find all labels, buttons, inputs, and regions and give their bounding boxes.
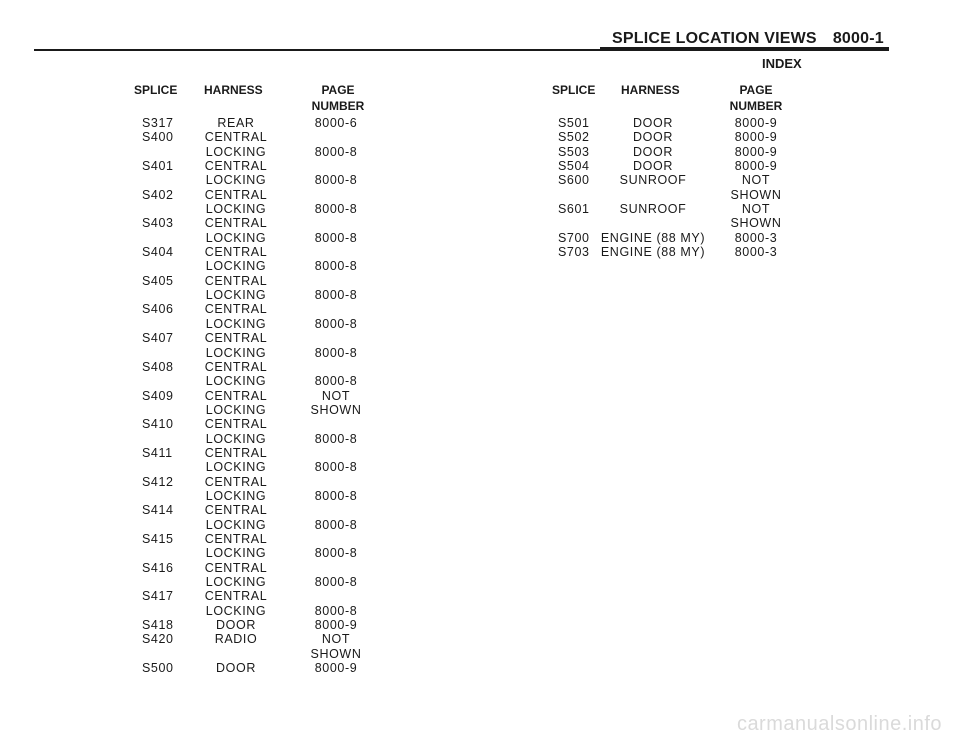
splice-cell: S417 (142, 589, 174, 604)
page-number-cell: 8000-8 (314, 144, 358, 159)
harness-cell: CENTRAL (204, 388, 268, 403)
splice-cell: S407 (142, 331, 174, 346)
harness-cell: CENTRAL (204, 560, 268, 575)
harness-cell: DOOR (633, 144, 673, 159)
left-page-header-line2: NUMBER (311, 99, 365, 113)
page-number-cell (300, 561, 372, 575)
page-number-cell: 8000-8 (314, 259, 358, 274)
page-number-cell: 8000-8 (314, 173, 358, 188)
page-number-cell: 8000-9 (734, 144, 778, 159)
harness-cell: LOCKING (205, 402, 267, 417)
splice-cell: S501 (558, 116, 590, 130)
harness-cell: LOCKING (205, 345, 267, 360)
page-number-cell (300, 274, 372, 288)
harness-cell: LOCKING (205, 173, 267, 188)
right-splice-header: SPLICE (552, 83, 596, 97)
page-number-cell: NOT (321, 632, 351, 647)
harness-cell: LOCKING (205, 374, 267, 389)
left-page-column (300, 116, 372, 675)
splice-cell: S700 (558, 230, 590, 245)
splice-cell: S405 (142, 273, 174, 288)
page-number-cell (300, 188, 372, 202)
page-number-cell: 8000-8 (314, 288, 358, 303)
page-number-cell: 8000-6 (314, 116, 358, 130)
right-page-header-line1: PAGE (739, 83, 773, 97)
page-number-cell: NOT (321, 388, 351, 403)
page-number-cell: 8000-8 (314, 603, 358, 618)
page-number-cell (300, 331, 372, 345)
harness-cell: CENTRAL (204, 331, 268, 346)
splice-cell: S415 (142, 531, 174, 546)
page-number-cell (300, 216, 372, 230)
page-number-cell: 8000-9 (734, 130, 778, 145)
page-number-cell: 8000-8 (314, 374, 358, 389)
splice-cell: S404 (142, 245, 174, 260)
splice-cell: S414 (142, 503, 174, 518)
harness-cell: LOCKING (205, 144, 267, 159)
harness-cell: DOOR (633, 116, 673, 130)
splice-cell: S502 (558, 130, 590, 145)
harness-cell: REAR (217, 116, 255, 130)
watermark: carmanualsonline.info (736, 713, 942, 735)
harness-cell: LOCKING (205, 202, 267, 217)
harness-cell (600, 216, 706, 230)
splice-cell: S601 (558, 202, 590, 217)
splice-cell: S420 (142, 632, 174, 647)
right-harness-column (600, 116, 706, 259)
harness-cell: LOCKING (205, 288, 267, 303)
page-number-cell: SHOWN (310, 402, 362, 417)
page-number-cell (300, 245, 372, 259)
harness-cell: CENTRAL (204, 273, 268, 288)
page-number-cell: SHOWN (730, 187, 782, 202)
page-number-cell: 8000-8 (314, 546, 358, 561)
right-page-header-line2: NUMBER (729, 99, 783, 113)
page-number-cell (300, 302, 372, 316)
harness-cell (600, 188, 706, 202)
harness-cell: DOOR (633, 130, 673, 145)
right-page-column (720, 116, 792, 259)
harness-cell: SUNROOF (619, 173, 687, 188)
header-rule (34, 49, 889, 51)
title-text: SPLICE LOCATION VIEWS (612, 30, 817, 47)
page-number-cell: 8000-8 (314, 517, 358, 532)
harness-cell: LOCKING (205, 431, 267, 446)
page-number-cell: SHOWN (310, 646, 362, 661)
harness-cell: CENTRAL (204, 130, 268, 145)
splice-cell: S409 (142, 388, 174, 403)
harness-cell: ENGINE (88 MY) (600, 230, 706, 245)
page-title (612, 30, 884, 48)
page-number-cell: 8000-8 (314, 431, 358, 446)
harness-cell: DOOR (216, 618, 256, 633)
splice-cell: S406 (142, 302, 174, 317)
harness-cell: ENGINE (88 MY) (600, 245, 706, 260)
page-number-cell: 8000-9 (734, 116, 778, 130)
splice-cell: S418 (142, 618, 174, 633)
harness-cell: CENTRAL (204, 187, 268, 202)
page-number-cell: 8000-8 (314, 230, 358, 245)
harness-cell: LOCKING (205, 575, 267, 589)
page-number-cell: 8000-9 (314, 661, 358, 676)
page-number-cell: 8000-8 (314, 202, 358, 217)
harness-cell: LOCKING (205, 230, 267, 245)
harness-cell: CENTRAL (204, 503, 268, 518)
left-harness-header: HARNESS (204, 83, 263, 97)
harness-cell: LOCKING (205, 603, 267, 618)
splice-cell: S400 (142, 130, 174, 145)
page-number-cell: NOT (741, 202, 771, 217)
left-page-header-line1: PAGE (321, 83, 355, 97)
page-number-cell (300, 446, 372, 460)
harness-cell: LOCKING (205, 488, 267, 503)
section-number: 8000-1 (832, 30, 884, 47)
harness-cell: CENTRAL (204, 445, 268, 460)
harness-cell: CENTRAL (204, 359, 268, 374)
index-label: INDEX (762, 56, 802, 71)
harness-cell: LOCKING (205, 259, 267, 274)
harness-cell: SUNROOF (619, 202, 687, 217)
page-number-cell: 8000-8 (314, 345, 358, 360)
page-number-cell (300, 130, 372, 144)
left-splice-header: SPLICE (134, 83, 178, 97)
page-number-cell: 8000-8 (314, 460, 358, 475)
page-number-cell (300, 503, 372, 517)
harness-cell: LOCKING (205, 546, 267, 561)
page-number-cell: 8000-8 (314, 488, 358, 503)
splice-cell: S412 (142, 474, 174, 489)
harness-cell (192, 647, 280, 661)
splice-cell: S500 (142, 661, 174, 676)
splice-cell: S503 (558, 144, 590, 159)
splice-cell: S703 (558, 245, 590, 260)
splice-cell: S403 (142, 216, 174, 231)
harness-cell: DOOR (216, 661, 256, 676)
harness-cell: LOCKING (205, 460, 267, 475)
harness-cell: CENTRAL (204, 589, 268, 604)
right-harness-header: HARNESS (621, 83, 680, 97)
harness-cell: DOOR (633, 159, 673, 174)
page-number-cell: 8000-8 (314, 575, 358, 589)
page-number-cell (300, 360, 372, 374)
splice-cell: S317 (142, 116, 174, 130)
left-page-header (306, 82, 370, 114)
left-harness-column (192, 116, 280, 675)
harness-cell: CENTRAL (204, 417, 268, 432)
page-number-cell: 8000-3 (734, 230, 778, 245)
harness-cell: CENTRAL (204, 302, 268, 317)
splice-cell: S411 (142, 445, 173, 460)
harness-cell: CENTRAL (204, 245, 268, 260)
harness-cell: LOCKING (205, 517, 267, 532)
page-number-cell (300, 475, 372, 489)
harness-cell: RADIO (214, 632, 258, 647)
splice-cell: S402 (142, 187, 174, 202)
splice-cell: S416 (142, 560, 174, 575)
splice-cell: S410 (142, 417, 174, 432)
splice-cell: S504 (558, 159, 590, 174)
page-number-cell: 8000-9 (734, 159, 778, 174)
page-number-cell: 8000-8 (314, 316, 358, 331)
right-page-header (724, 82, 788, 114)
page-number-cell: SHOWN (730, 216, 782, 231)
header-rule-thick (600, 47, 889, 49)
page-number-cell: NOT (741, 173, 771, 188)
splice-cell: S600 (558, 173, 590, 188)
harness-cell: CENTRAL (204, 159, 268, 174)
page-number-cell (300, 159, 372, 173)
splice-cell: S401 (142, 159, 174, 174)
harness-cell: LOCKING (205, 316, 267, 331)
harness-cell: CENTRAL (204, 474, 268, 489)
page-number-cell (300, 417, 372, 431)
page-number-cell (300, 532, 372, 546)
page-number-cell (300, 589, 372, 603)
harness-cell: CENTRAL (204, 216, 268, 231)
page-number-cell: 8000-9 (314, 618, 358, 633)
splice-cell: S408 (142, 359, 174, 374)
page-number-cell: 8000-3 (734, 245, 778, 260)
harness-cell: CENTRAL (204, 531, 268, 546)
